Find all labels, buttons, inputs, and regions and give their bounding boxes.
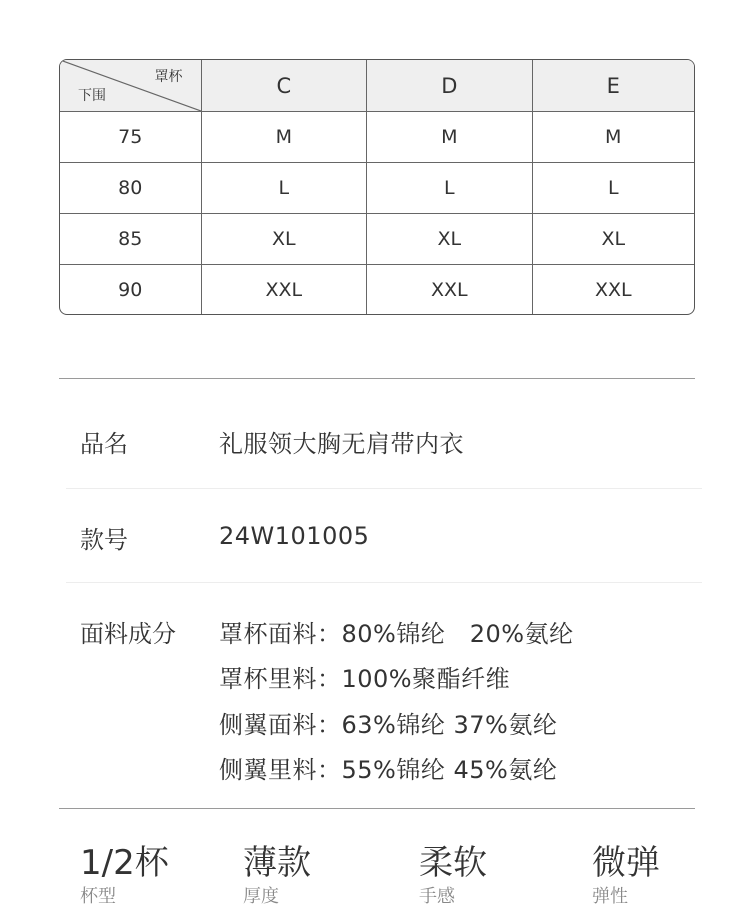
cup-header-label: 罩杯 [154,69,183,85]
feature-label: 厚度 [243,886,279,907]
cup-header: C [201,60,366,111]
product-name-value: 礼服领大胸无肩带内衣 [219,430,464,458]
table-row [60,162,694,213]
size-cell: M [532,112,694,162]
size-cell: M [366,112,531,162]
feature-value: 薄款 [243,843,311,883]
size-cell: M [201,112,366,162]
band-header-label: 下围 [78,88,106,104]
feature-label: 手感 [419,886,455,907]
cup-header: E [532,60,694,111]
feature-label: 弹性 [592,886,628,907]
feature-value: 微弹 [592,843,660,883]
size-cell: L [532,163,694,213]
feature-cup-type [80,841,169,909]
size-cell: XL [366,214,531,264]
band-cell: 90 [118,279,143,301]
style-code-label: 款号 [80,526,128,554]
size-cell: XXL [366,265,531,315]
feature-label: 杯型 [80,886,116,907]
divider [66,488,702,489]
corner-cell [60,60,201,111]
divider [59,378,695,379]
size-cell: XXL [201,265,366,315]
style-code-value: 24W101005 [219,522,370,550]
fabric-line: 侧翼面料：63%锦纶 37%氨纶 [219,711,558,739]
fabric-line: 罩杯面料：80%锦纶 20%氨纶 [219,620,574,648]
size-cell: L [366,163,531,213]
size-cell: XL [201,214,366,264]
fabric-label: 面料成分 [80,620,176,648]
size-cell: XL [532,214,694,264]
feature-thickness [243,841,311,909]
feature-value: 柔软 [419,843,487,883]
band-cell: 80 [118,177,143,199]
feature-elasticity [592,841,660,909]
size-cell: XXL [532,265,694,315]
size-cell: L [201,163,366,213]
band-cell: 75 [118,126,143,148]
fabric-line: 罩杯里料：100%聚酯纤维 [219,665,511,693]
fabric-line: 侧翼里料：55%锦纶 45%氨纶 [219,756,558,784]
product-name-label: 品名 [80,430,128,458]
band-cell: 85 [118,228,143,250]
divider [66,582,702,583]
cup-header: D [366,60,531,111]
table-row [60,213,694,264]
table-row [60,111,694,162]
feature-value: 1/2杯 [80,843,169,883]
divider [59,808,695,809]
feature-feel [419,841,487,909]
size-table-header [60,60,694,111]
size-table [59,59,695,315]
table-row [60,264,694,315]
